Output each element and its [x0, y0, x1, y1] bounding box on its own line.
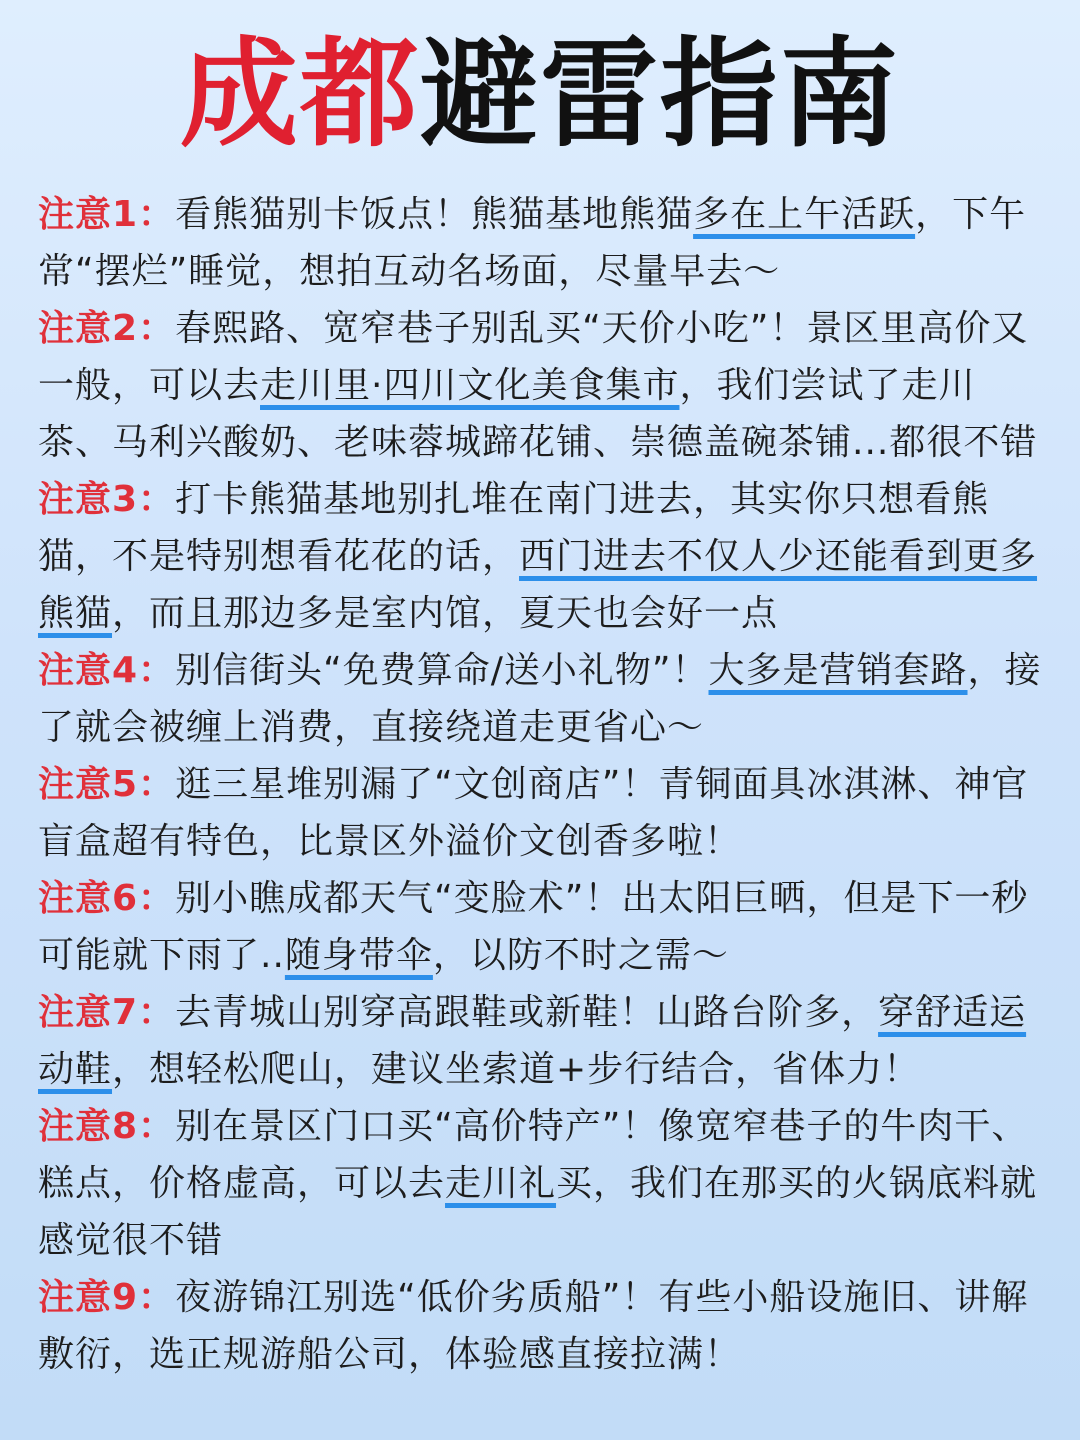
note-text: 看熊猫别卡饭点！熊猫基地熊猫 — [175, 194, 694, 235]
note-item — [38, 984, 1048, 1098]
note-label: 注意6： — [38, 878, 176, 919]
note-text: ，下午常“摆烂”睡觉，想拍互动名场面，尽量早去～ — [38, 194, 1027, 292]
note-text: 夜游锦江别选“低价劣质船”！有些小船设施旧、讲解敷衍，选正规游船公司，体验感直接拉满！ — [38, 1277, 1029, 1375]
note-text: 买，我们在那买的火锅底料就感觉很不错 — [38, 1163, 1038, 1261]
note-item — [38, 186, 1048, 300]
note-label: 注意7： — [38, 992, 176, 1033]
title-red-part: 成都 — [179, 25, 420, 163]
page-title — [0, 24, 1080, 164]
note-item — [38, 870, 1048, 984]
highlighted-text: 大多是营销套路 — [708, 650, 968, 691]
note-text: ，接了就会被缠上消费，直接绕道走更省心～ — [38, 650, 1042, 748]
note-text: 春熙路、宽窄巷子别乱买“天价小吃”！景区里高价又一般，可以去 — [38, 308, 1029, 406]
note-label: 注意1： — [38, 194, 176, 235]
note-text: ，而且那边多是室内馆，夏天也会好一点 — [112, 593, 779, 634]
highlighted-text: 走川礼 — [445, 1163, 557, 1204]
notes-list — [38, 186, 1048, 1383]
note-label: 注意8： — [38, 1106, 176, 1147]
note-label: 注意9： — [38, 1277, 176, 1318]
note-text: ，我们尝试了走川茶、马利兴酸奶、老味蓉城蹄花铺、崇德盖碗茶铺...都很不错 — [38, 365, 1038, 463]
highlighted-text: 随身带伞 — [284, 935, 433, 976]
note-item — [38, 300, 1048, 471]
note-text: 别小瞧成都天气“变脸术”！出太阳巨晒，但是下一秒可能就下雨了.. — [38, 878, 1029, 976]
note-label: 注意5： — [38, 764, 176, 805]
note-item — [38, 756, 1048, 870]
note-text: 别信街头“免费算命/送小礼物”！ — [175, 650, 709, 691]
highlighted-text: 穿舒适运动鞋 — [38, 992, 1027, 1090]
note-label: 注意2： — [38, 308, 176, 349]
highlighted-text: 多在上午活跃 — [693, 194, 916, 235]
note-text: 打卡熊猫基地别扎堆在南门进去，其实你只想看熊猫，不是特别想看花花的话， — [38, 479, 990, 577]
highlighted-text: 走川里·四川文化美食集市 — [260, 365, 680, 406]
note-item — [38, 642, 1048, 756]
note-text: ，想轻松爬山，建议坐索道+步行结合，省体力！ — [112, 1049, 921, 1090]
note-item — [38, 1269, 1048, 1383]
title-black-part: 避雷指南 — [420, 25, 901, 163]
note-text: 别在景区门口买“高价特产”！像宽窄巷子的牛肉干、糕点，价格虚高，可以去 — [38, 1106, 1029, 1204]
note-text: ，以防不时之需～ — [432, 935, 729, 976]
note-label: 注意3： — [38, 479, 176, 520]
note-label: 注意4： — [38, 650, 176, 691]
note-text: 逛三星堆别漏了“文创商店”！青铜面具冰淇淋、神官盲盒超有特色，比景区外溢价文创香多啦！ — [38, 764, 1029, 862]
note-text: 去青城山别穿高跟鞋或新鞋！山路台阶多， — [175, 992, 879, 1033]
note-item — [38, 471, 1048, 642]
highlighted-text: 西门进去不仅人少还能看到更多熊猫 — [38, 536, 1038, 634]
note-item — [38, 1098, 1048, 1269]
